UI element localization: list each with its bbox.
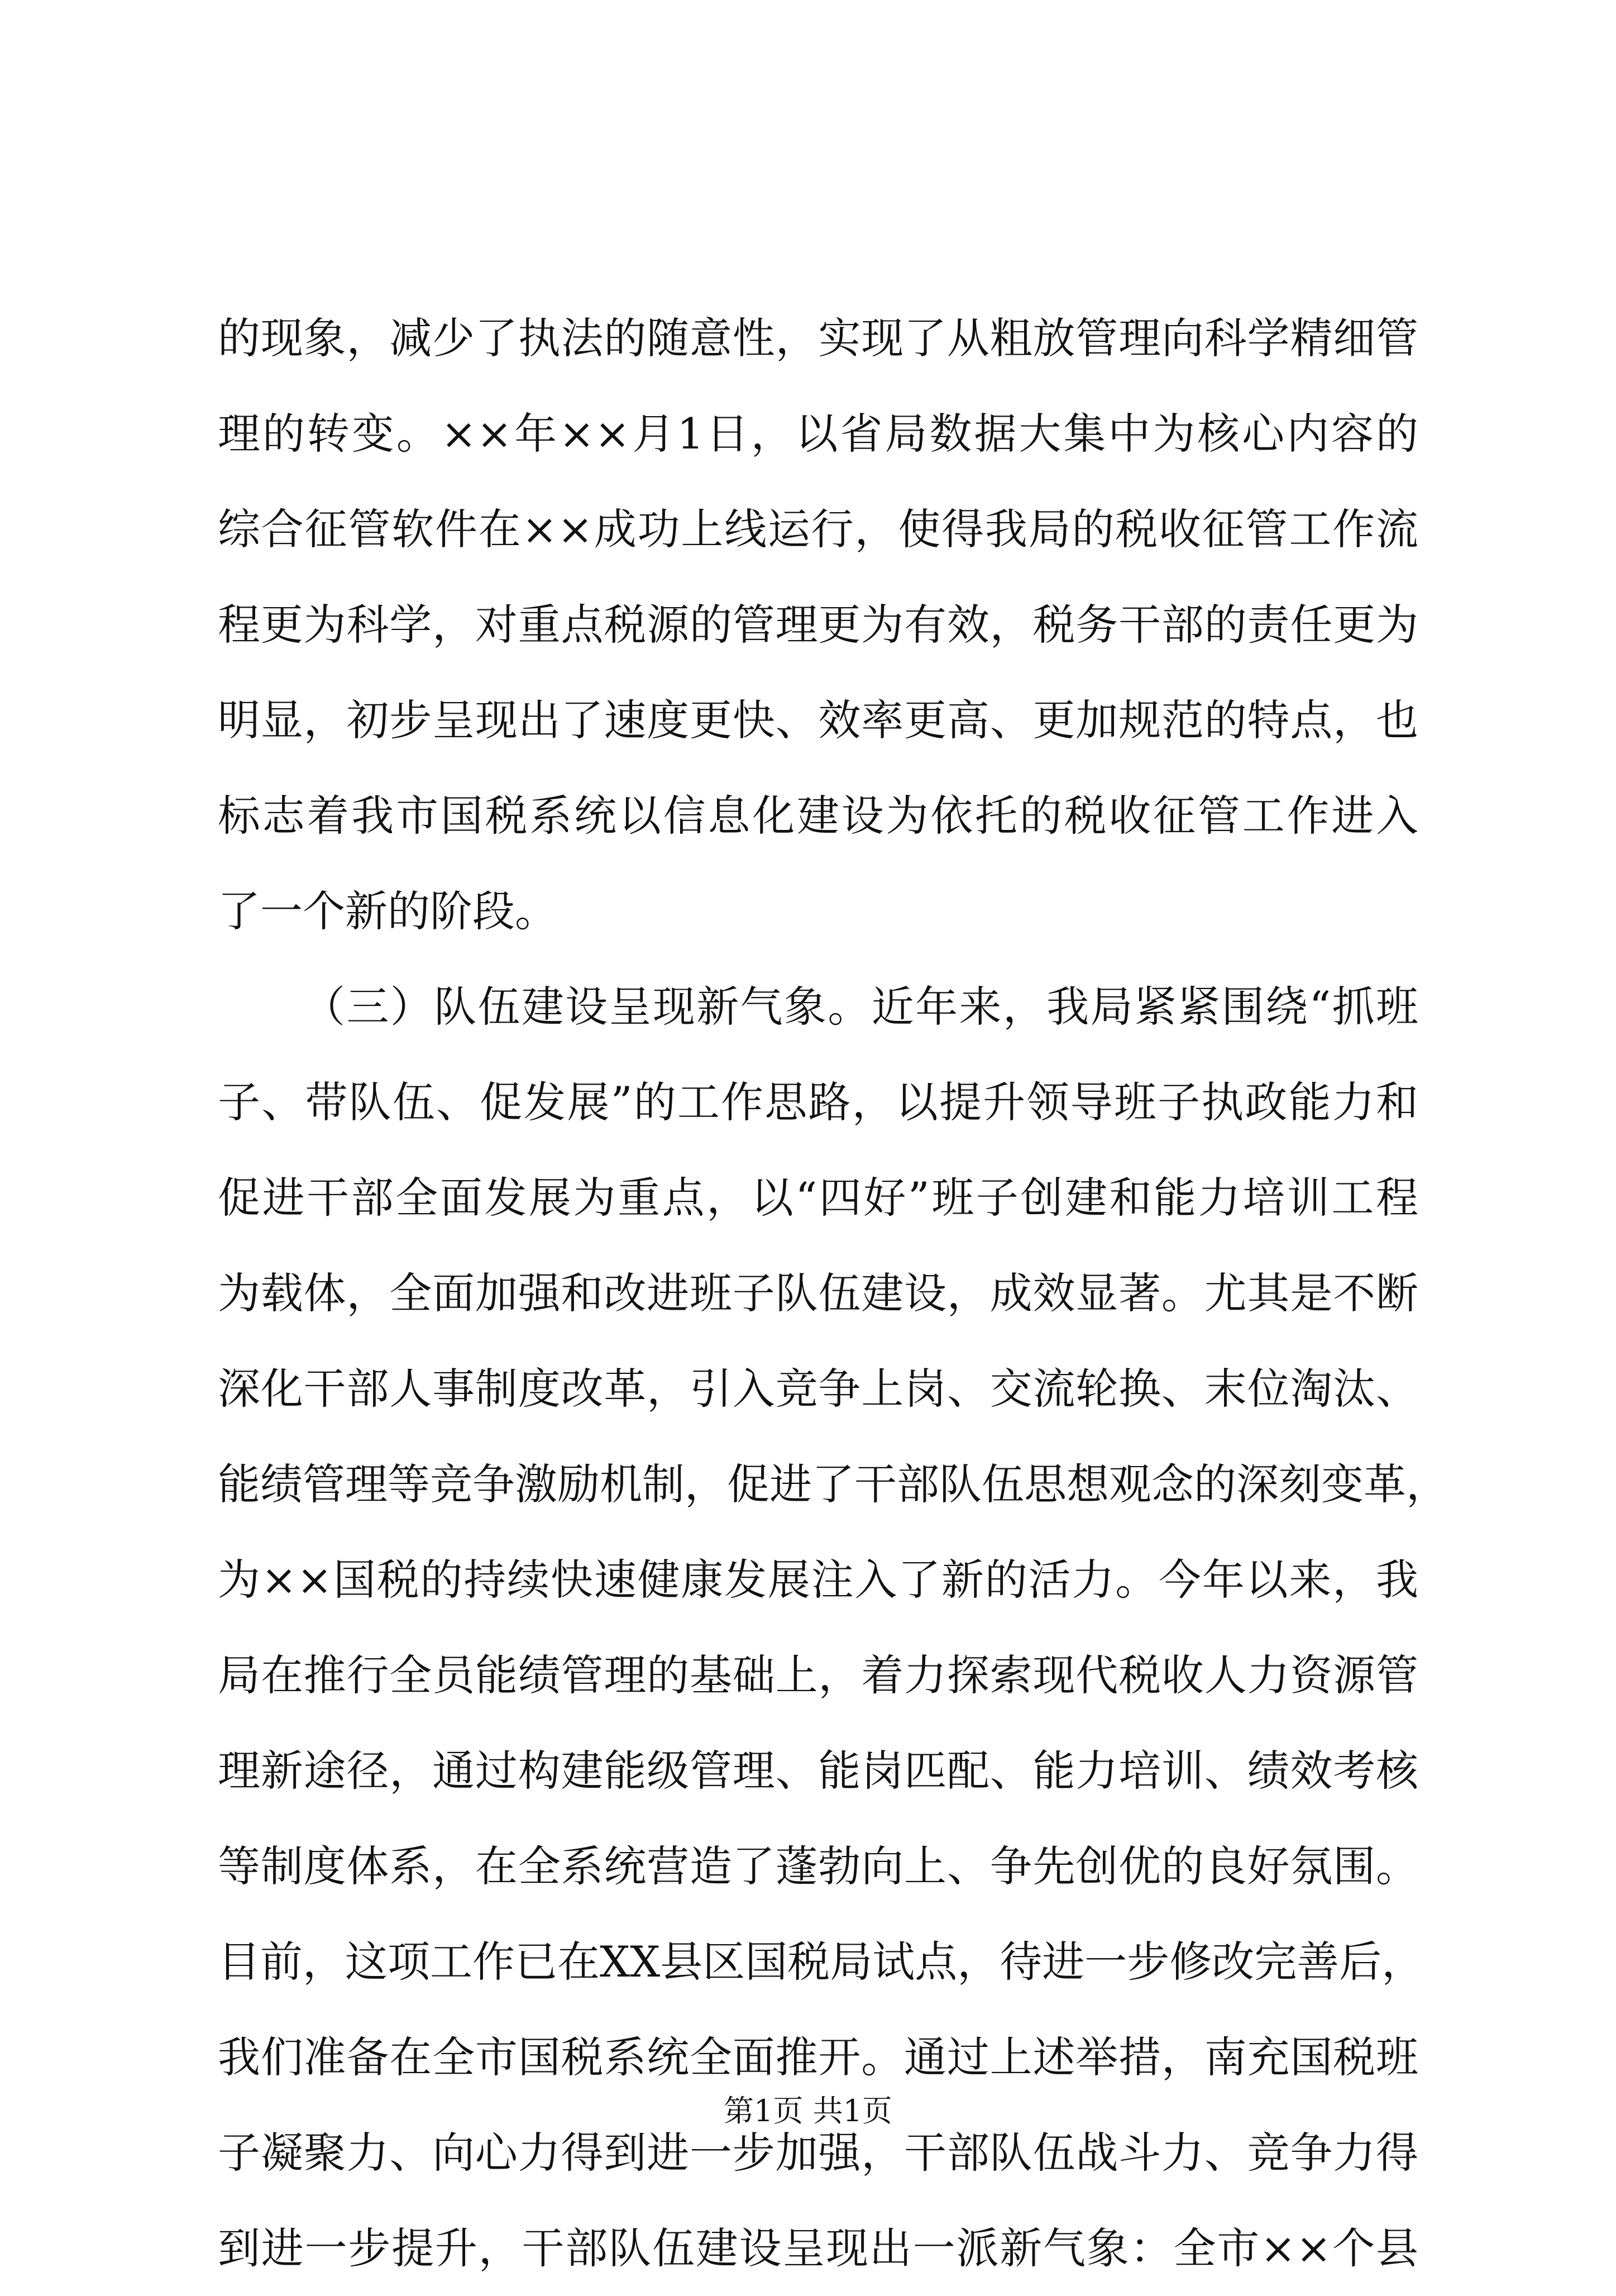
text-line: 综合征管软件在××成功上线运行，使得我局的税收征管工作流 <box>218 504 1418 554</box>
text-line: 我们准备在全市国税系统全面推开。通过上述举措，南充国税班 <box>218 2032 1418 2082</box>
text-line: 为××国税的持续快速健康发展注入了新的活力。今年以来，我 <box>218 1555 1418 1605</box>
text-line: 了一个新的阶段。 <box>218 886 557 936</box>
text-line: 为载体，全面加强和改进班子队伍建设，成效显著。尤其是不断 <box>218 1268 1418 1318</box>
body-text <box>218 290 1448 2296</box>
text-line: 明显，初步呈现出了速度更快、效率更高、更加规范的特点，也 <box>218 695 1418 745</box>
text-line: 理新途径，通过构建能级管理、能岗匹配、能力培训、绩效考核 <box>218 1746 1418 1796</box>
text-line: 等制度体系，在全系统营造了蓬勃向上、争先创优的良好氛围。 <box>218 1841 1418 1891</box>
text-line: 到进一步提升，干部队伍建设呈现出一派新气象：全市××个县 <box>218 2223 1418 2273</box>
text-line: 理的转变。××年××月1日，以省局数据大集中为核心内容的 <box>218 409 1418 459</box>
text-line: 能绩管理等竞争激励机制，促进了干部队伍思想观念的深刻变革， <box>218 1459 1448 1509</box>
text-line: 标志着我市国税系统以信息化建设为依托的税收征管工作进入 <box>218 791 1418 841</box>
page-number-label: 第1页 共1页 <box>724 2093 892 2128</box>
text-line: 局在推行全员能绩管理的基础上，着力探索现代税收人力资源管 <box>218 1650 1418 1700</box>
text-line: 深化干部人事制度改革，引入竞争上岗、交流轮换、末位淘汰、 <box>218 1364 1418 1414</box>
text-line: 子凝聚力、向心力得到进一步加强，干部队伍战斗力、竞争力得 <box>218 2128 1418 2178</box>
text-line: 的现象，减少了执法的随意性，实现了从粗放管理向科学精细管 <box>218 313 1418 363</box>
text-line: 程更为科学，对重点税源的管理更为有效，税务干部的责任更为 <box>218 600 1418 650</box>
section-heading-line: （三）队伍建设呈现新气象。近年来，我局紧紧围绕“抓班 <box>303 982 1418 1032</box>
text-line: 子、带队伍、促发展”的工作思路，以提升领导班子执政能力和 <box>218 1077 1418 1127</box>
text-line: 促进干部全面发展为重点，以“四好”班子创建和能力培训工程 <box>218 1173 1418 1223</box>
page-footer <box>0 2092 1616 2131</box>
text-line: 目前，这项工作已在XX县区国税局试点，待进一步修改完善后， <box>218 1937 1424 1987</box>
